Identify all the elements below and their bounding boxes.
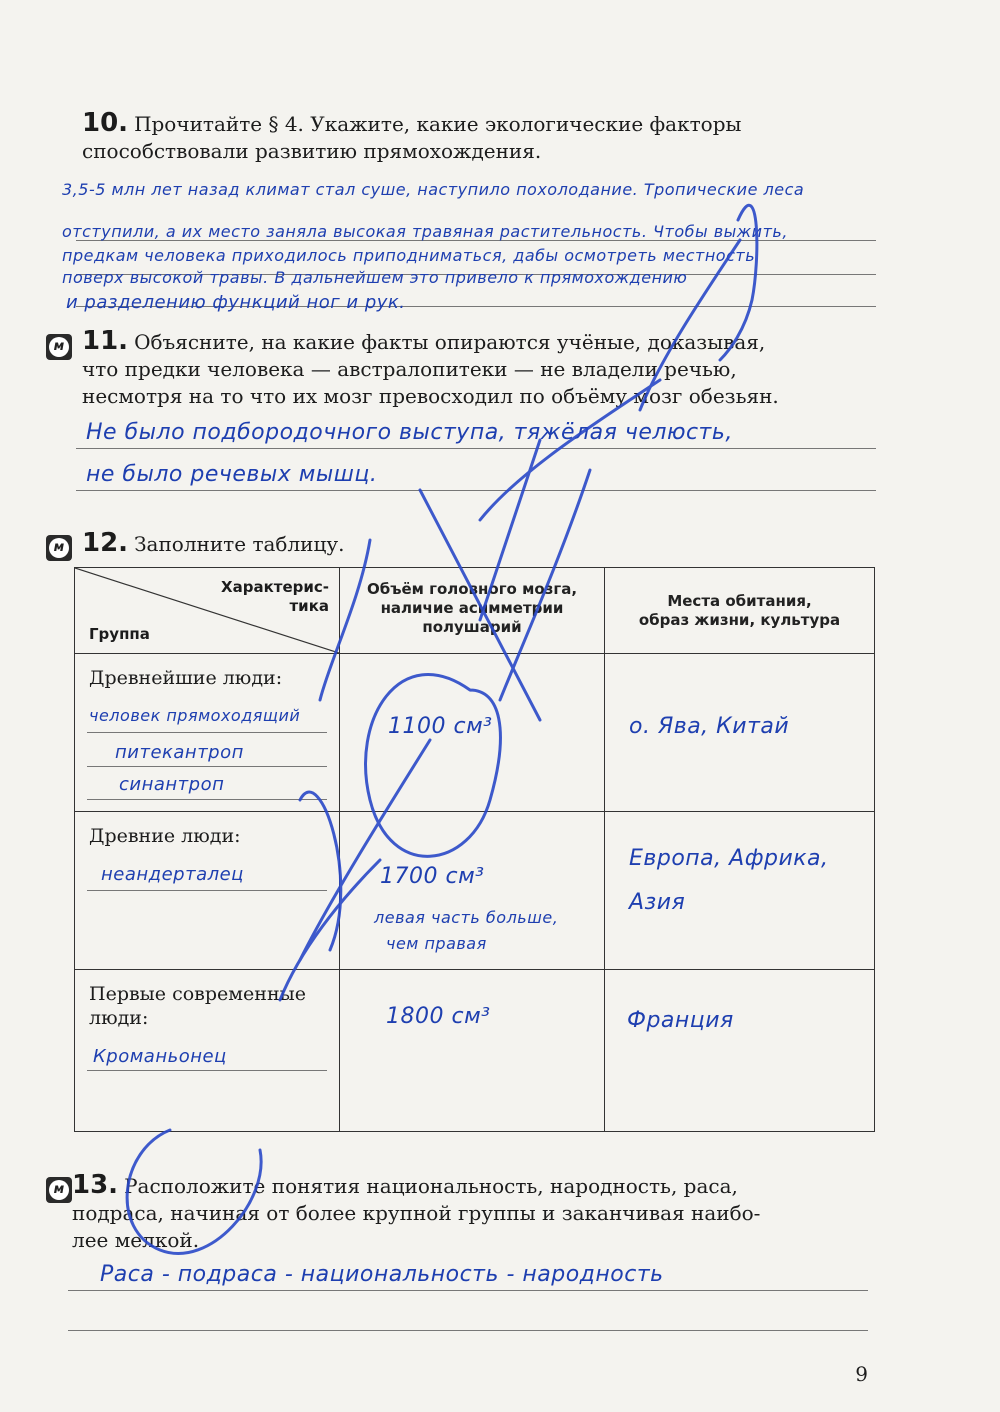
handwritten-answer-line: и разделению функций ног и рук. [66,292,406,313]
method-badge-icon: м [46,1177,72,1203]
answer-rule [68,1290,868,1291]
handwritten-answer: синантроп [119,774,225,795]
fill-in-table [74,567,875,1132]
handwritten-answer: Кроманьонец [93,1046,227,1067]
question-text: что предки человека — австралопитеки — не владели речью, [82,357,737,381]
handwritten-answer: человек прямоходящий [89,706,301,725]
handwritten-answer: 1800 см³ [386,1004,491,1029]
question-10 [82,110,741,165]
method-badge-icon: м [46,334,72,360]
question-number: 12. [82,528,129,558]
handwritten-answer: Европа, Африка, [629,846,829,871]
row-label: Древнейшие люди: [89,667,283,689]
answer-rule [68,1330,868,1331]
cell-brain-oldest [340,654,605,812]
cell-places-ancient [605,812,875,970]
question-text: Заполните таблицу. [134,532,345,556]
header-habitat: Места обитания, образ жизни, культура [605,568,875,654]
handwritten-answer-line: поверх высокой травы. В дальнейшем это привело к прямохождению [62,268,688,287]
question-text: Объясните, на какие факты опираются учёные, доказывая, [134,330,766,354]
row-oldest-people [75,654,340,812]
page-number: 9 [855,1362,868,1386]
question-text: подраса, начиная от более крупной группы и заканчивая наибо- [72,1201,761,1225]
cell-places-oldest [605,654,875,812]
handwritten-answer: неандерталец [101,864,244,885]
cell-brain-ancient [340,812,605,970]
question-text: Расположите понятия национальность, народность, раса, [124,1174,738,1198]
question-number: 11. [82,326,129,356]
question-12 [82,530,345,558]
question-13 [72,1172,760,1254]
handwritten-answer: о. Ява, Китай [629,714,790,739]
method-badge-icon: м [46,535,72,561]
row-ancient-people [75,812,340,970]
handwritten-answer-line: Не было подбородочного выступа, тяжёлая челюсть, [86,420,733,445]
handwritten-note: левая часть больше, [374,908,559,927]
question-text: способствовали развитию прямохождения. [82,139,542,163]
handwritten-answer: питекантроп [115,742,244,763]
handwritten-answer: Раса - подраса - национальность - народность [100,1262,664,1287]
question-text: Прочитайте § 4. Укажите, какие экологические факторы [134,112,742,136]
question-text: лее мелкой. [72,1228,200,1252]
handwritten-answer-line: не было речевых мышц. [86,462,378,487]
handwritten-answer-line: отступили, а их место заняла высокая травяная растительность. Чтобы выжить, [62,222,788,241]
header-group: Группа [89,625,150,643]
cell-brain-modern [340,970,605,1132]
question-11 [82,328,779,410]
header-brain-volume: Объём головного мозга, наличие асимметрии полушарий [340,568,605,654]
question-number: 10. [82,108,129,138]
table-header-corner [75,568,340,654]
handwritten-answer-line: 3,5-5 млн лет назад климат стал суше, наступило похолодание. Тропические леса [62,180,805,199]
header-characteristic: Характерис- тика [221,578,329,615]
answer-rule [76,490,876,491]
cell-places-modern [605,970,875,1132]
row-label: Первые современные люди: [89,983,306,1029]
handwritten-answer: Франция [627,1008,734,1033]
handwritten-answer: 1100 см³ [388,714,493,739]
question-text: несмотря на то что их мозг превосходил по объёму мозг обезьян. [82,384,779,408]
question-number: 13. [72,1170,119,1200]
handwritten-note: чем правая [386,934,487,953]
row-label: Древние люди: [89,825,241,847]
handwritten-answer: 1700 см³ [380,864,485,889]
handwritten-answer: Азия [629,890,686,915]
row-first-modern-people [75,970,340,1132]
answer-rule [76,448,876,449]
handwritten-answer-line: предкам человека приходилось приподниматься, дабы осмотреть местность [62,246,756,265]
